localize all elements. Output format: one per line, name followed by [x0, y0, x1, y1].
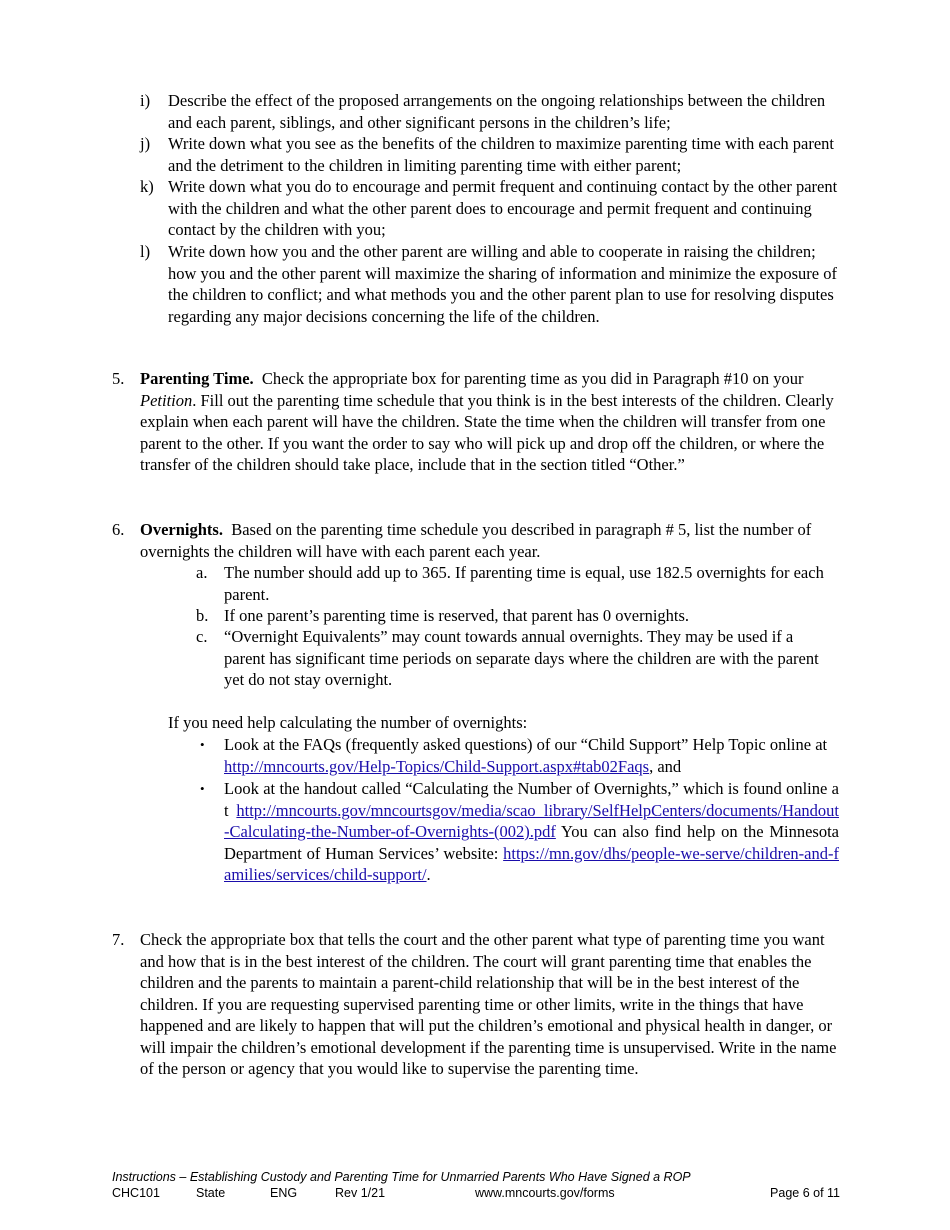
text-part: Look at the FAQs (frequently asked questions) of our “Child Support” Help Topic online at — [224, 735, 828, 754]
item-text: The number should add up to 365. If parenting time is equal, use 182.5 overnights for each parent. — [224, 563, 824, 604]
list-item-j — [140, 133, 840, 176]
item-text: Describe the effect of the proposed arrangements on the ongoing relationships between the children and each parent, siblings, and other significant persons in the children’s life; — [168, 91, 826, 132]
section-text — [140, 368, 840, 476]
text-part: Based on the parenting time schedule you described in paragraph # 5, list the number of overnights the children will have with each parent each year. — [140, 520, 812, 561]
item-text: Write down what you do to encourage and permit frequent and continuing contact by the other parent with the children and what the other parent does to encourage and permit frequent and continuing contact by the children with you; — [168, 177, 838, 239]
bullet-faq — [196, 734, 839, 777]
item-text: “Overnight Equivalents” may count towards annual overnights. They may be used if a parent has significant time periods on separate days where the children are with the parent yet do not stay overnight. — [224, 627, 819, 689]
text-part: Look at the handout called “Calculating the Number of Overnights,” which is found online at — [224, 779, 839, 820]
text-part: . — [426, 865, 431, 884]
item-label: a. — [196, 563, 208, 582]
list-item-l — [140, 241, 840, 327]
bullet-handout — [196, 778, 839, 886]
page-footer — [112, 1170, 840, 1202]
section-parenting-time-type — [112, 929, 840, 1080]
text-part: . Fill out the parenting time schedule that you think is in the best interests of the children. Clearly explain when each parent will have the children. State the time when the children will transfer from one parent to the other. If you want the order to say who will pick up and drop off the children, or where the transfer of the children should take place, include that in the section titled “Other.” — [140, 390, 834, 474]
item-label: b. — [196, 606, 209, 625]
bullet-icon: • — [200, 781, 205, 796]
section-number: 7. — [112, 930, 125, 949]
dhs-website-link[interactable]: https://mn.gov/dhs/people-we-serve/children-and-families/services/child-support/ — [224, 843, 839, 884]
section-overnights — [112, 519, 840, 562]
list-item-i — [140, 90, 840, 133]
help-intro: If you need help calculating the number of overnights: — [168, 713, 528, 732]
list-item-a — [196, 562, 836, 605]
section-text — [140, 519, 840, 562]
bullet-text — [224, 778, 839, 886]
bullet-icon: • — [200, 737, 205, 752]
text-part: , and — [649, 756, 682, 776]
section-heading: Parenting Time. — [140, 369, 254, 388]
item-label: i) — [140, 91, 151, 110]
section-number: 5. — [112, 369, 125, 388]
item-text: Write down what you see as the benefits of the children to maximize parenting time with each parent and the detriment to the children in limiting parenting time with either parent; — [168, 134, 834, 175]
footer-title-row — [112, 1170, 840, 1186]
child-support-faq-link[interactable]: http://mncourts.gov/Help-Topics/Child-Support.aspx#tab02Faqs — [224, 756, 650, 776]
item-label: l) — [140, 242, 151, 261]
petition-italic: Petition — [140, 390, 193, 410]
item-label: c. — [196, 627, 208, 646]
bullet-text — [224, 734, 839, 777]
item-label: k) — [140, 177, 154, 196]
form-language: ENG — [270, 1186, 298, 1200]
section-parenting-time — [112, 368, 840, 476]
item-text: Write down how you and the other parent are willing and able to cooperate in raising the children; how you and the other parent will maximize the sharing of information and minimize the exposure of the children to conflict; and what methods you and the other parent plan to use for resolving disputes regarding any major decisions concerning the life of the children. — [168, 242, 837, 326]
forms-website: www.mncourts.gov/forms — [475, 1186, 615, 1200]
form-state: State — [196, 1186, 226, 1200]
list-item-c — [196, 626, 836, 691]
page-number: Page 6 of 11 — [770, 1186, 840, 1200]
form-code: CHC101 — [112, 1186, 160, 1200]
list-item-k — [140, 176, 840, 241]
handout-link[interactable]: http://mncourts.gov/mncourtsgov/media/scao_library/SelfHelpCenters/documents/Handout-Calculating-the-Number-of-Overnights-(002).pdf — [224, 800, 839, 841]
item-text: If one parent’s parenting time is reserved, that parent has 0 overnights. — [224, 606, 690, 625]
section-heading: Overnights. — [140, 520, 223, 539]
item-label: j) — [140, 134, 151, 153]
footer-meta-row — [112, 1186, 840, 1202]
section-text: Check the appropriate box that tells the court and the other parent what type of parenting time you want and how that is in the best interest of the children. The court will grant parenting time that enables the children and the parents to maintain a parent-child relationship that will be in the best interest of the children. If you are requesting supervised parenting time or other limits, write in the things that have happened and are likely to happen that will put the children’s emotional and physical health in danger, or will impair the children’s emotional development if the parenting time is unsupervised. Write in the name of the person or agency that you would like to supervise the parenting time. — [140, 930, 837, 1078]
form-revision: Rev 1/21 — [335, 1186, 386, 1200]
list-item-b — [196, 605, 836, 627]
text-part: Check the appropriate box for parenting time as you did in Paragraph #10 on your — [261, 369, 804, 388]
section-number: 6. — [112, 520, 125, 539]
footer-title: Instructions – Establishing Custody and Parenting Time for Unmarried Parents Who Have Signed a ROP — [112, 1170, 691, 1184]
text-part: You can also find help on the Minnesota Department of Human Services’ website: — [224, 822, 839, 863]
